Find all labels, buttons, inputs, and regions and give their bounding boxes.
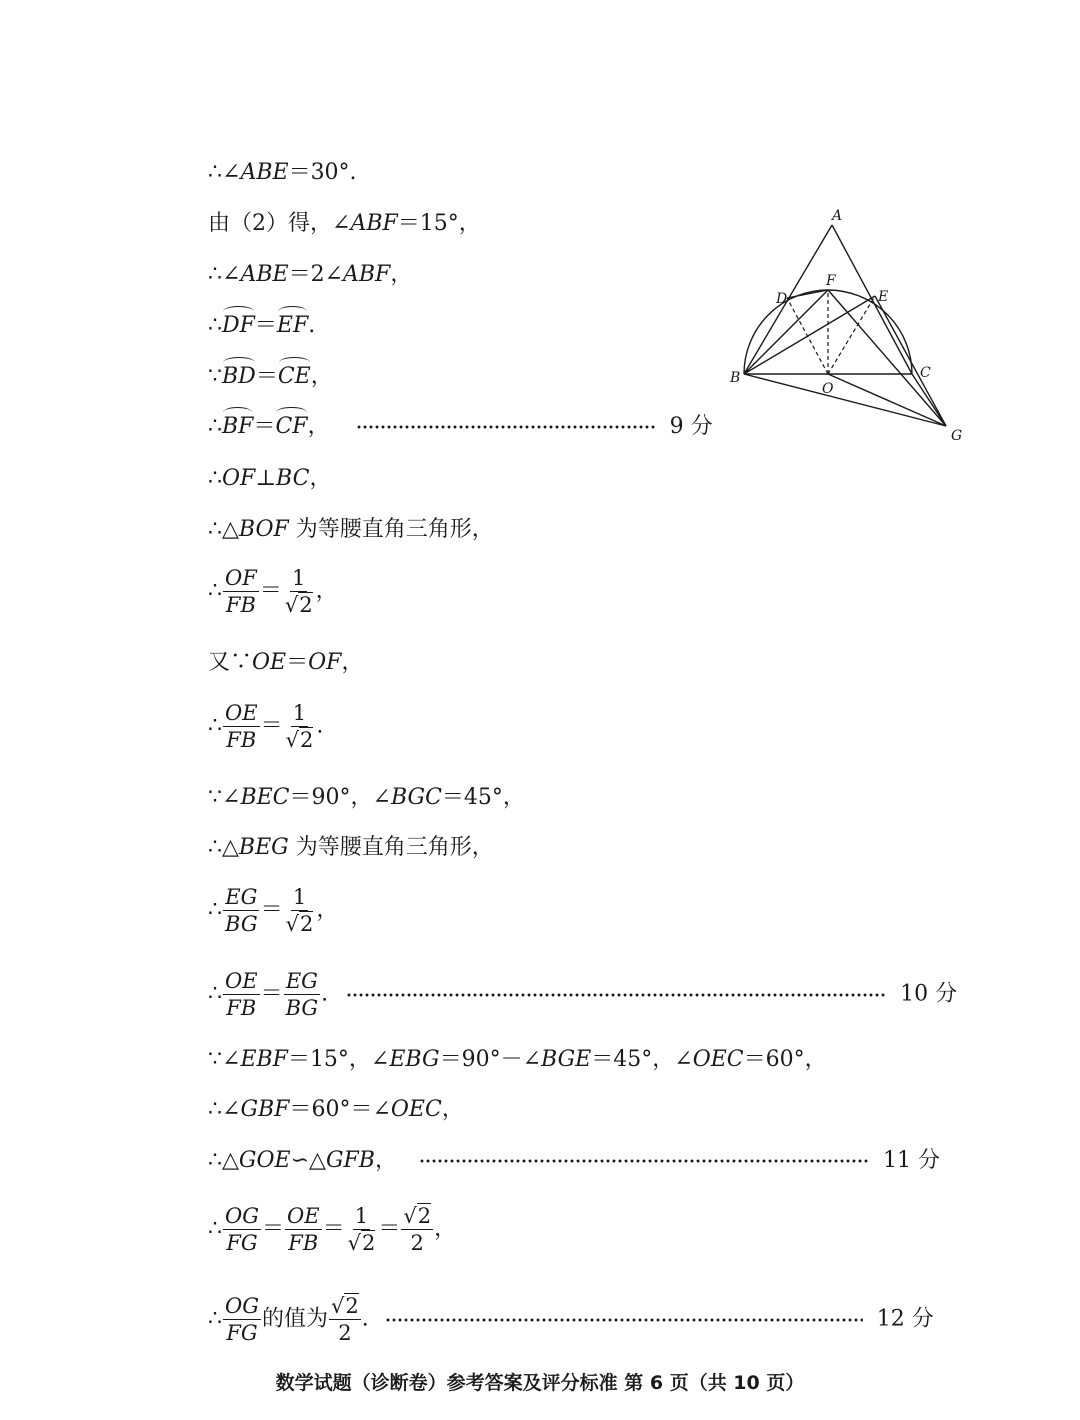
label-e: E (878, 289, 889, 305)
denominator: BG (225, 912, 258, 936)
text-pre: ∴∠ (208, 262, 241, 287)
label-f: F (826, 273, 836, 289)
angle-name: EBF (240, 1047, 288, 1072)
label-b: B (730, 370, 741, 386)
angle-value: ＝30°. (288, 160, 357, 185)
numerator: OG (225, 1204, 259, 1228)
score-12: 12 分 (876, 1306, 934, 1332)
denominator: √2 (285, 912, 314, 936)
therefore-angle: ∴∠ (208, 160, 241, 185)
step-18 (208, 1146, 940, 1176)
equals: ＝ (260, 897, 283, 923)
denominator: FB (288, 1231, 319, 1255)
equals: ＝ (255, 364, 278, 389)
fraction-root2-over-2 (329, 1293, 361, 1346)
therefore-triangle: ∴△ (208, 835, 239, 860)
denominator: FB (226, 728, 257, 752)
because-angle: ∵∠ (208, 1047, 241, 1072)
text-post: ＝45°， (441, 785, 525, 810)
text-post: ， (310, 364, 333, 389)
therefore: ∴ (208, 1216, 222, 1242)
label-c: C (920, 365, 931, 381)
equals: ＝ (259, 578, 282, 604)
angle-name: ABF (350, 211, 398, 236)
numerator: 1 (292, 566, 306, 590)
radicand: 2 (417, 1204, 432, 1228)
angle-name: ABF (343, 262, 391, 287)
denominator: 2 (410, 1231, 424, 1255)
text-post: ， (316, 897, 339, 923)
text-post: . (321, 981, 329, 1007)
step-20 (208, 1293, 934, 1346)
text-post: . (316, 713, 324, 739)
step-10 (208, 648, 363, 678)
denominator: √2 (347, 1231, 376, 1255)
denominator: FG (226, 1231, 258, 1255)
denominator: √2 (285, 728, 314, 752)
fraction-1-root2 (284, 700, 316, 753)
step-11 (208, 700, 323, 753)
therefore: ∴ (208, 313, 222, 338)
text-mid: ＝60°＝∠ (289, 1097, 391, 1122)
denominator: FB (226, 996, 257, 1020)
from-part-2: 由（2）得，∠ (208, 211, 351, 236)
therefore-angle: ∴∠ (208, 1097, 241, 1122)
perp-symbol: ⊥ (255, 466, 277, 491)
similar-triangle: ∽△ (290, 1148, 326, 1173)
label-d: D (776, 291, 788, 307)
therefore: ∴ (208, 1306, 222, 1332)
numerator: EG (225, 885, 258, 909)
arc-bf: BF (222, 412, 253, 442)
step-8 (208, 515, 494, 545)
angle-name: ABE (240, 262, 289, 287)
numerator: EG (285, 969, 318, 993)
segment-of: OF (308, 650, 342, 675)
fraction-oe-fb (223, 968, 260, 1021)
radicand: 2 (299, 728, 314, 752)
fraction-1-root2 (346, 1203, 378, 1256)
score-9: 9 分 (669, 414, 713, 439)
equals: ＝ (260, 981, 283, 1007)
angle-name: BEC (240, 785, 290, 810)
denominator: FB (225, 593, 256, 617)
equals: ＝ (286, 650, 309, 675)
score-11: 11 分 (882, 1148, 940, 1173)
numerator: OE (225, 701, 258, 725)
text-mid: ＝2∠ (288, 262, 343, 287)
angle-name: GBF (240, 1097, 290, 1122)
numerator: √2 (331, 1294, 359, 1318)
text-mid: ＝90°，∠ (289, 785, 391, 810)
fraction-1-root2 (284, 884, 316, 937)
fraction-oe-fb (223, 700, 260, 753)
page-footer: 数学试题（诊断卷）参考答案及评分标准 第 6 页（共 10 页） (275, 1372, 805, 1394)
segment-fg (828, 290, 946, 426)
radicand: 2 (300, 912, 314, 936)
text-post: ， (441, 1097, 464, 1122)
arc-df: DF (222, 311, 255, 341)
text-post: ， (390, 262, 413, 287)
fraction-1-root2 (283, 565, 315, 618)
fraction-eg-bg (284, 968, 321, 1021)
denominator: BG (285, 996, 319, 1020)
numerator: 1 (292, 885, 307, 909)
dot-leader (385, 1317, 863, 1323)
label-o: O (822, 381, 834, 397)
segment-bc: BC (276, 466, 310, 491)
numerator: OE (225, 969, 258, 993)
numerator: OE (287, 1204, 320, 1228)
radicand: 2 (361, 1231, 376, 1255)
segment-of: OF (222, 466, 256, 491)
equals: ＝ (254, 313, 277, 338)
therefore: ∴ (208, 414, 222, 439)
text-post: ， (309, 466, 332, 491)
denominator: FG (226, 1321, 258, 1345)
dot-leader (356, 424, 656, 430)
angle-value: ＝15°， (397, 211, 481, 236)
geometry-diagram (720, 200, 980, 460)
numerator: OF (225, 566, 257, 590)
value-is-text: 的值为 (262, 1306, 329, 1332)
dot-leader (346, 992, 886, 998)
numerator: 1 (292, 701, 307, 725)
step-19 (208, 1203, 456, 1256)
label-g: G (951, 428, 963, 444)
fraction-eg-bg (223, 884, 260, 937)
text-post: ＝60°， (743, 1047, 827, 1072)
arc-bd: BD (222, 362, 256, 392)
text-post: . (308, 313, 316, 338)
arc-ce: CE (278, 362, 311, 392)
step-16 (208, 1045, 827, 1075)
fraction-og-fg (223, 1203, 261, 1256)
step-13 (208, 833, 494, 863)
arc-cf: CF (275, 412, 307, 442)
text-mid: ＝15°，∠ (287, 1047, 390, 1072)
fraction-root2-over-2 (401, 1203, 433, 1256)
text-post: 为等腰直角三角形， (288, 517, 494, 542)
because-angle: ∵∠ (208, 785, 241, 810)
text-post: ， (307, 414, 330, 439)
fraction-oe-fb (285, 1203, 322, 1256)
angle-name: EBG (389, 1047, 440, 1072)
angle-name: BGC (390, 785, 442, 810)
equals: ＝ (378, 1216, 401, 1242)
angle-name: ABE (240, 160, 289, 185)
therefore: ∴ (208, 897, 222, 923)
step-14 (208, 884, 338, 937)
step-17 (208, 1095, 464, 1125)
segment-eg (875, 296, 946, 426)
step-12 (208, 783, 525, 813)
text-post: ， (341, 650, 364, 675)
fraction-of-fb (223, 565, 259, 618)
equals: ＝ (322, 1216, 345, 1242)
step-6 (208, 412, 713, 442)
numerator: OG (225, 1294, 259, 1318)
text-mid: ＝45°，∠ (591, 1047, 693, 1072)
triangle-name: BOF (238, 517, 289, 542)
denominator: √2 (284, 593, 313, 617)
score-10: 10 分 (900, 981, 958, 1007)
radicand: 2 (345, 1294, 359, 1318)
step-7 (208, 464, 331, 494)
fraction-og-fg (223, 1293, 261, 1346)
numerator: 1 (354, 1204, 369, 1228)
equals: ＝ (262, 1216, 285, 1242)
text-post: ， (315, 578, 338, 604)
therefore: ∴ (208, 713, 222, 739)
text-post: . (361, 1306, 369, 1332)
therefore: ∴ (208, 981, 222, 1007)
segment-oe: OE (252, 650, 287, 675)
dashed-od (787, 298, 828, 374)
equals: ＝ (253, 414, 276, 439)
therefore-triangle: ∴△ (208, 517, 239, 542)
step-3 (208, 260, 412, 290)
denominator: 2 (338, 1321, 352, 1345)
step-4 (208, 311, 315, 341)
numerator: √2 (403, 1204, 432, 1228)
angle-name: BGE (541, 1047, 592, 1072)
triangle-name: GFB (325, 1148, 375, 1173)
equals: ＝ (260, 713, 283, 739)
because: ∵ (208, 364, 222, 389)
angle-name: OEC (390, 1097, 442, 1122)
text-post: 为等腰直角三角形， (288, 835, 494, 860)
text-mid: ＝90°－∠ (439, 1047, 542, 1072)
angle-name: OEC (692, 1047, 744, 1072)
step-15 (208, 968, 957, 1021)
therefore: ∴ (208, 466, 222, 491)
step-1 (208, 158, 357, 188)
radicand: 2 (299, 593, 313, 617)
label-a: A (832, 208, 843, 224)
segment-ac (832, 225, 912, 374)
triangle-name: BEG (238, 835, 289, 860)
text-post: ， (374, 1148, 397, 1173)
dot-leader (419, 1158, 869, 1164)
therefore-triangle: ∴△ (208, 1148, 239, 1173)
step-9 (208, 565, 338, 618)
step-2 (208, 209, 481, 239)
therefore: ∴ (208, 578, 222, 604)
arc-ef: EF (277, 311, 308, 341)
triangle-name: GOE (238, 1148, 291, 1173)
step-5 (208, 362, 333, 392)
text-post: ， (434, 1216, 457, 1242)
also-because: 又∵ (208, 650, 253, 675)
